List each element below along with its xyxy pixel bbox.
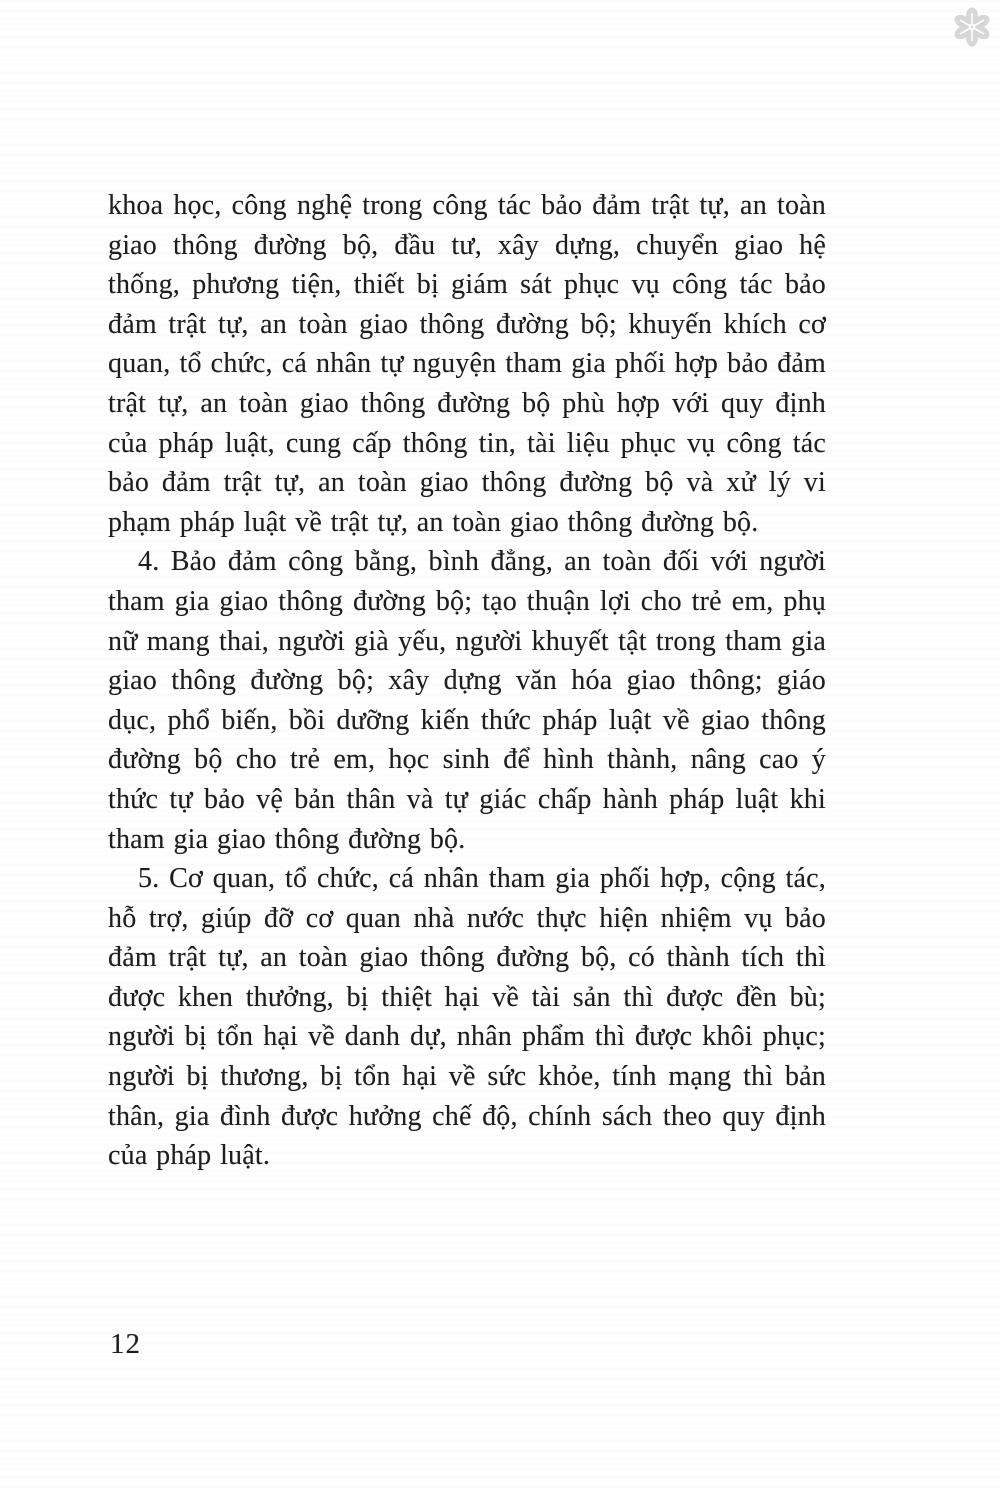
florette-icon bbox=[952, 6, 992, 48]
page-body-text bbox=[108, 186, 826, 1176]
paragraph-clause-5: 5. Cơ quan, tổ chức, cá nhân tham gia phối hợp, cộng tác, hỗ trợ, giúp đỡ cơ quan nhà nước thực hiện nhiệm vụ bảo đảm trật tự, an toàn giao thông đường bộ, có thành tích thì được khen thưởng, bị thiệt hại về tài sản thì được đền bù; người bị tổn hại về danh dự, nhân phẩm thì được khôi phục; người bị thương, bị tổn hại về sức khỏe, tính mạng thì bản thân, gia đình được hưởng chế độ, chính sách theo quy định của pháp luật. bbox=[108, 863, 826, 1172]
paragraph-continuation: khoa học, công nghệ trong công tác bảo đảm trật tự, an toàn giao thông đường bộ, đầu tư, xây dựng, chuyển giao hệ thống, phương tiện, thiết bị giám sát phục vụ công tác bảo đảm trật tự, an toàn giao thông đường bộ; khuyến khích cơ quan, tổ chức, cá nhân tự nguyện tham gia phối hợp bảo đảm trật tự, an toàn giao thông đường bộ phù hợp với quy định của pháp luật, cung cấp thông tin, tài liệu phục vụ công tác bảo đảm trật tự, an toàn giao thông đường bộ và xử lý vi phạm pháp luật về trật tự, an toàn giao thông đường bộ. bbox=[108, 190, 826, 538]
paragraph-clause-4: 4. Bảo đảm công bằng, bình đẳng, an toàn đối với người tham gia giao thông đường bộ; tạo thuận lợi cho trẻ em, phụ nữ mang thai, người già yếu, người khuyết tật trong tham gia giao thông đường bộ; xây dựng văn hóa giao thông; giáo dục, phổ biến, bồi dưỡng kiến thức pháp luật về giao thông đường bộ cho trẻ em, học sinh để hình thành, nâng cao ý thức tự bảo vệ bản thân và tự giác chấp hành pháp luật khi tham gia giao thông đường bộ. bbox=[108, 546, 826, 855]
page-number: 12 bbox=[110, 1328, 141, 1360]
